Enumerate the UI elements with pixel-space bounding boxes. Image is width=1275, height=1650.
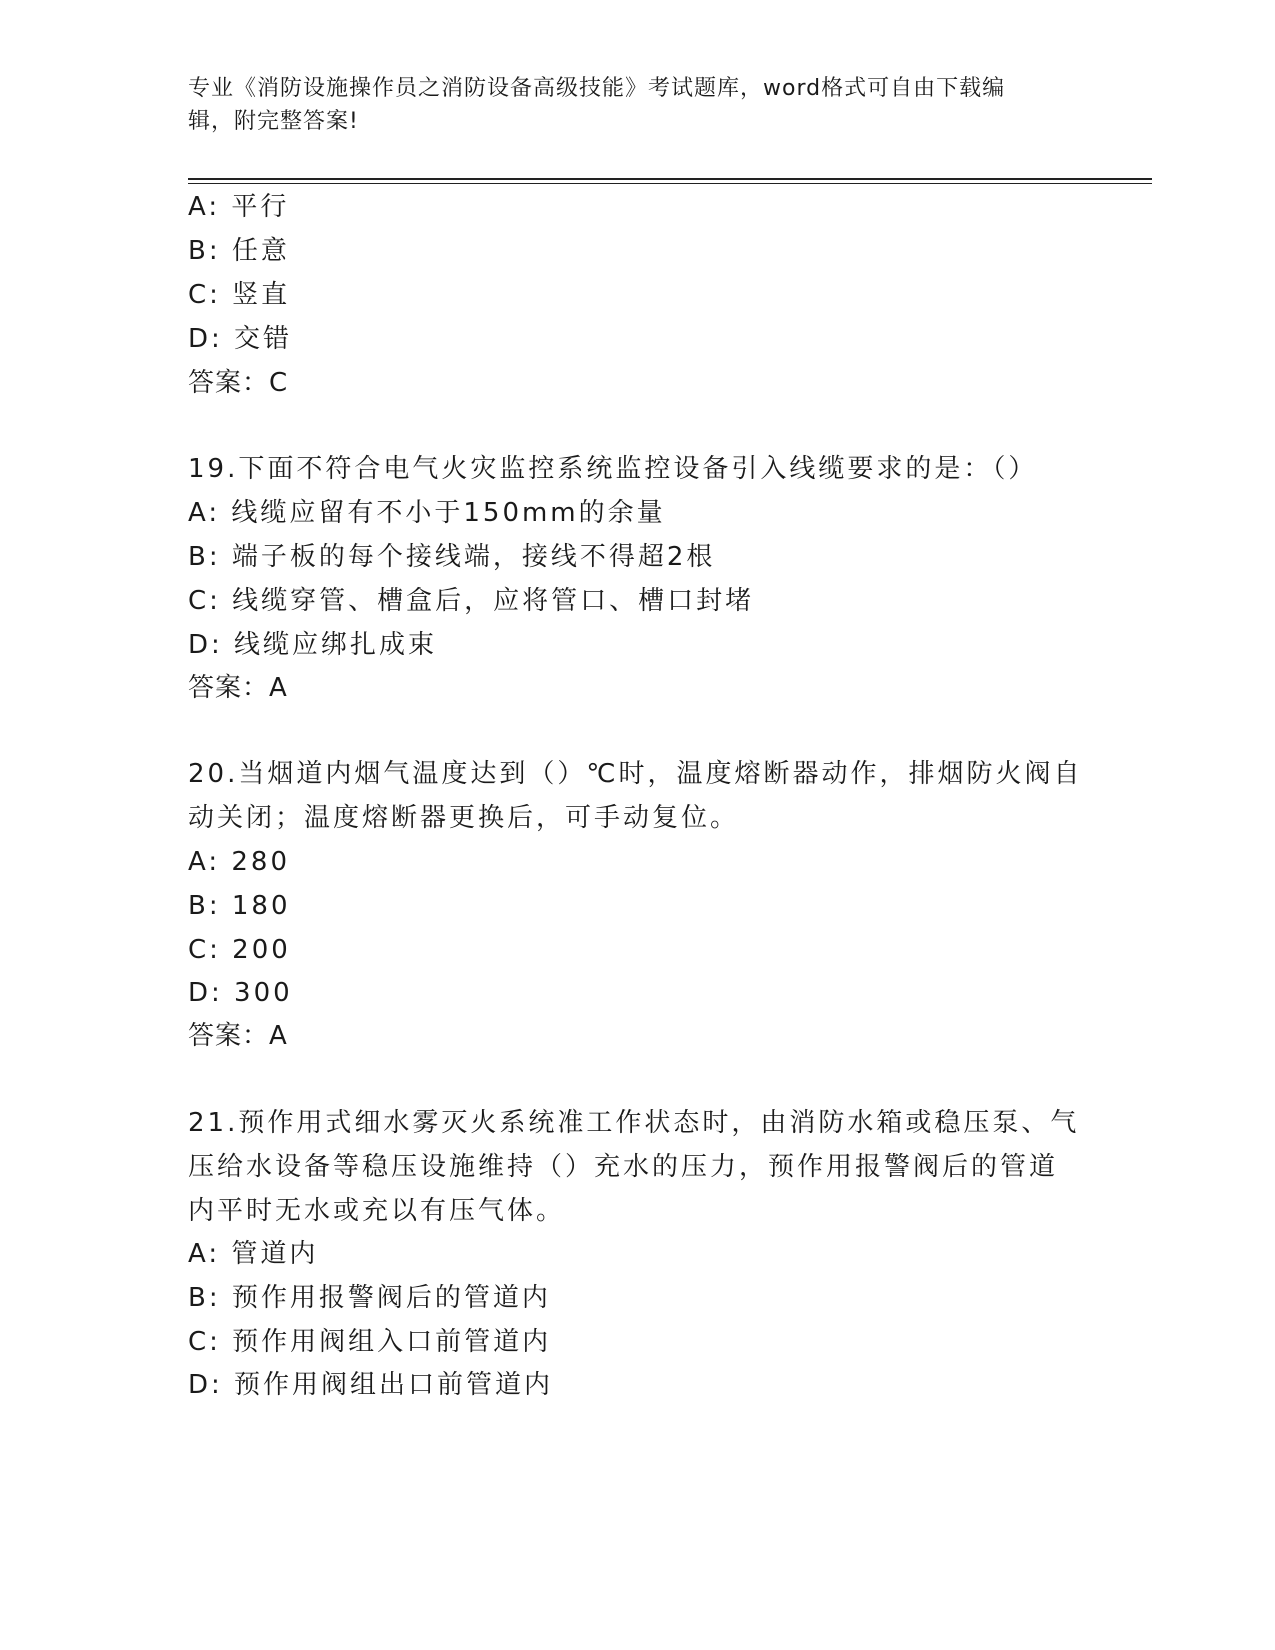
q18-option-b: B: 任意 <box>188 236 290 266</box>
q19-option-d: D: 线缆应绑扎成束 <box>188 630 438 660</box>
q20-option-b: B: 180 <box>188 891 291 921</box>
document-header <box>188 72 1088 138</box>
q18-option-c: C: 竖直 <box>188 280 291 310</box>
q20-question-line-2: 动关闭；温度熔断器更换后，可手动复位。 <box>188 803 740 833</box>
q21-question-line-3: 内平时无水或充以有压气体。 <box>188 1196 566 1226</box>
q21-option-b: B: 预作用报警阀后的管道内 <box>188 1283 551 1313</box>
q19-answer: 答案：A <box>188 673 288 703</box>
q19-option-a: A: 线缆应留有不小于150mm的余量 <box>188 498 666 528</box>
header-line-2: 辑，附完整答案! <box>188 109 359 134</box>
q18-option-a: A: 平行 <box>188 192 290 222</box>
q19-option-b: B: 端子板的每个接线端，接线不得超2根 <box>188 542 716 572</box>
q20-answer: 答案：A <box>188 1021 288 1051</box>
q20-question-line-1: 20.当烟道内烟气温度达到（）℃时，温度熔断器动作，排烟防火阀自 <box>188 759 1083 789</box>
q20-option-a: A: 280 <box>188 847 290 877</box>
q21-option-d: D: 预作用阀组出口前管道内 <box>188 1370 554 1400</box>
q21-option-c: C: 预作用阀组入口前管道内 <box>188 1327 552 1357</box>
q20-option-d: D: 300 <box>188 978 293 1008</box>
q18-answer: 答案：C <box>188 368 289 398</box>
q21-question-line-2: 压给水设备等稳压设施维持（）充水的压力，预作用报警阀后的管道 <box>188 1152 1059 1182</box>
q18-option-d: D: 交错 <box>188 324 293 354</box>
q19-option-c: C: 线缆穿管、槽盒后，应将管口、槽口封堵 <box>188 586 755 616</box>
q19-question: 19.下面不符合电气火灾监控系统监控设备引入线缆要求的是：（） <box>188 454 1038 484</box>
q21-option-a: A: 管道内 <box>188 1239 319 1269</box>
q20-option-c: C: 200 <box>188 935 291 965</box>
header-divider-thick <box>188 178 1152 180</box>
q21-question-line-1: 21.预作用式细水雾灭火系统准工作状态时，由消防水箱或稳压泵、气 <box>188 1108 1080 1138</box>
header-line-1: 专业《消防设施操作员之消防设备高级技能》考试题库，word格式可自由下载编 <box>188 76 1006 101</box>
header-divider-thin <box>188 183 1152 184</box>
